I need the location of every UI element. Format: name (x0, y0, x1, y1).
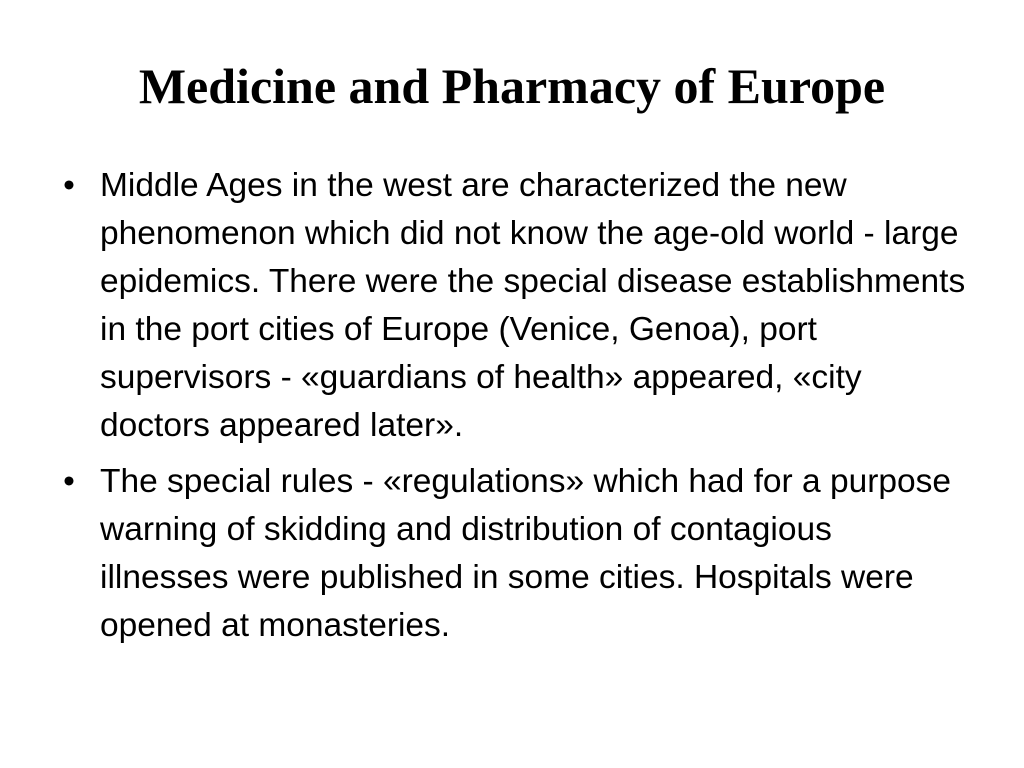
bullet-list (58, 162, 968, 658)
bullet-point-icon: • (63, 463, 75, 500)
slide-title: Medicine and Pharmacy of Europe (138, 58, 886, 114)
bullet-item (58, 162, 968, 450)
bullet-text: The special rules - «regulations» which had for a purpose warning of skidding and distribution of contagious illnesses were published in some cities. Hospitals were opened at monasteries. (100, 463, 952, 644)
bullet-point-icon: • (63, 167, 75, 204)
bullet-item (58, 458, 968, 650)
bullet-text: Middle Ages in the west are characterized the new phenomenon which did not know the age-old world - large epidemics. There were the special disease establishments in the port cities of Europe (Venice, Genoa), port supervisors - «guardians of health» appeared, «city doctors appeared later». (100, 167, 966, 444)
